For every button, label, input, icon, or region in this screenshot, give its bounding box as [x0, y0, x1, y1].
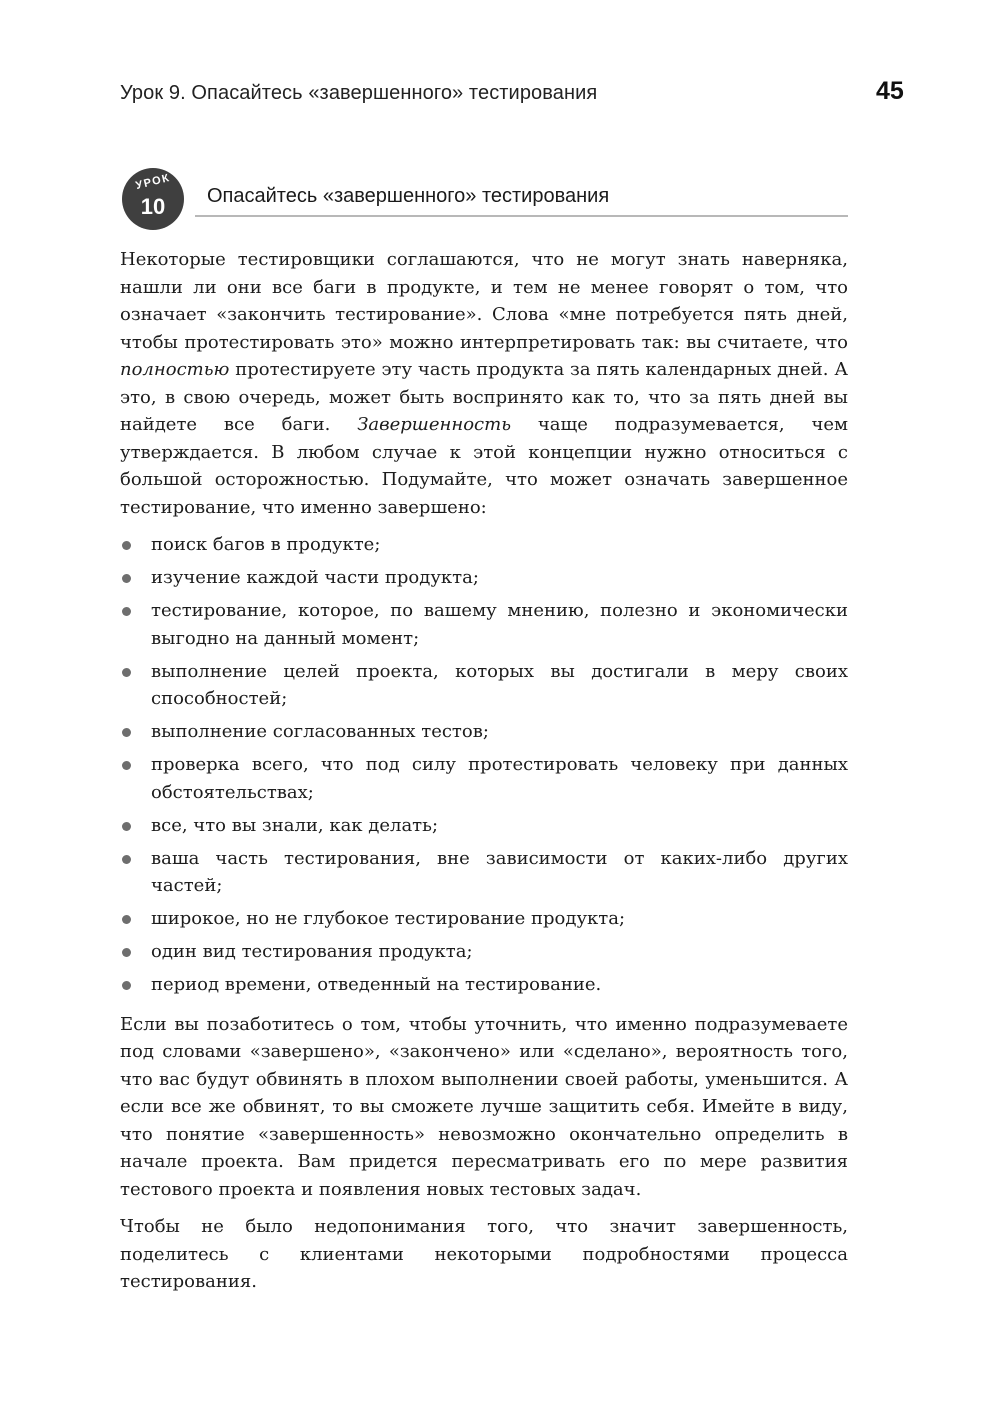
bullet-icon — [122, 668, 131, 677]
body-paragraph-3: Чтобы не было недопонимания того, что значит завершенность, поделитесь с клиентами некоторыми подробностями процесса тестирования. — [120, 1216, 848, 1292]
list-item — [120, 597, 848, 652]
list-item — [120, 751, 848, 806]
running-head: Урок 9. Опасайтесь «завершенного» тестирования — [120, 82, 598, 104]
intro-text-2: протестируете эту часть продукта за пять календарных дней. А это, в свою очередь, может быть воспринято как то, что за пять дней вы найдете все баги. — [120, 359, 848, 435]
bullet-icon — [122, 948, 131, 957]
intro-text-1: Некоторые тестировщики соглашаются, что не могут знать наверняка, нашли ли они все баги в продукте, и тем не менее говорят о том, что означает «закончить тестирование». Слова «мне потребуется пять дней, чтобы протестировать это» можно интерпретировать так: вы считаете, что — [120, 249, 848, 353]
list-item-text: изучение каждой части продукта; — [151, 567, 479, 588]
list-item-text: проверка всего, что под силу протестировать человеку при данных обстоятельствах; — [151, 754, 848, 803]
list-item-text: ваша часть тестирования, вне зависимости от каких-либо других частей; — [151, 847, 848, 896]
intro-italic-2: Завершенность — [357, 414, 512, 435]
bullet-icon — [122, 607, 131, 616]
bullet-list — [120, 531, 848, 999]
list-item — [120, 564, 848, 592]
list-item — [120, 905, 848, 933]
list-item-text: широкое, но не глубокое тестирование продукта; — [151, 908, 626, 929]
bullet-icon — [122, 822, 131, 831]
bullet-icon — [122, 981, 131, 990]
list-item — [120, 531, 848, 559]
list-item-text: один вид тестирования продукта; — [151, 941, 473, 962]
bullet-icon — [122, 728, 131, 737]
body-paragraph-2: Если вы позаботитесь о том, чтобы уточнить, что именно подразумеваете под словами «завершено», «закончено» или «сделано», вероятность того, что вас будут обвинять в плохом выполнении своей работы, уменьшится. А если все же обвинят, то вы сможете лучше защитить себя. Имейте в виду, что понятие «завершенность» невозможно окончательно определить в начале проекта. Вам придется пересматривать его по мере развития тестового проекта и появления новых тестовых задач. — [120, 1013, 848, 1200]
list-item — [120, 845, 848, 900]
list-item — [120, 658, 848, 713]
bullet-icon — [122, 541, 131, 550]
list-item — [120, 971, 848, 999]
list-item — [120, 938, 848, 966]
title-rule — [195, 215, 848, 217]
list-item-text: тестирование, которое, по вашему мнению, полезно и экономически выгодно на данный момент; — [151, 600, 848, 649]
page-number: 45 — [876, 77, 904, 105]
intro-text-3: чаще подразумевается, чем утверждается. В любом случае к этой концепции нужно относиться с большой осторожностью. Подумайте, что может означать завершенное тестирование, что именно завершено: — [120, 414, 848, 518]
bullet-icon — [122, 761, 131, 770]
list-item — [120, 718, 848, 746]
list-item-text: поиск багов в продукте; — [151, 534, 381, 555]
list-item-text: выполнение целей проекта, которых вы достигали в меру своих способностей; — [151, 660, 848, 709]
list-item-text: все, что вы знали, как делать; — [151, 814, 439, 836]
list-item-text: выполнение согласованных тестов; — [151, 721, 489, 742]
main-content — [120, 246, 848, 1296]
intro-italic-1: полностью — [120, 359, 230, 380]
lesson-title: Опасайтесь «завершенного» тестирования — [207, 185, 610, 207]
list-item-text: период времени, отведенный на тестирование. — [151, 974, 602, 995]
bullet-icon — [122, 915, 131, 924]
lesson-badge-word: УРОК — [134, 171, 172, 193]
lesson-badge-number: 10 — [140, 194, 166, 219]
bullet-icon — [122, 855, 131, 864]
lesson-badge — [122, 168, 184, 230]
bullet-icon — [122, 574, 131, 583]
list-item — [120, 812, 848, 840]
intro-paragraph — [120, 246, 848, 521]
